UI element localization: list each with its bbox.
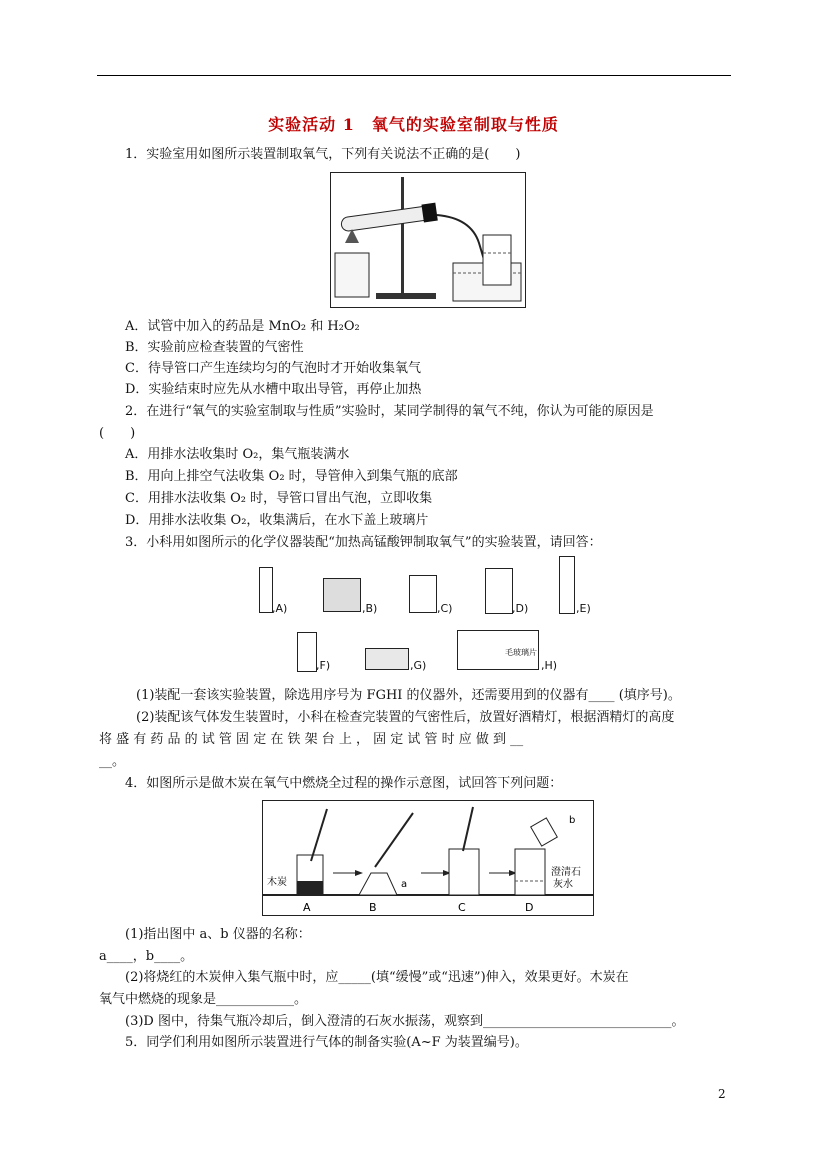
instrument-g-label: ,G) xyxy=(410,659,427,672)
charcoal-label: 木炭 xyxy=(267,877,287,888)
q3-sub2-line3: __。 xyxy=(99,754,126,769)
instrument-b-figure xyxy=(323,578,361,612)
page-title: 实验活动 1 氧气的实验室制取与性质 xyxy=(268,115,559,134)
q1-apparatus-figure xyxy=(330,172,526,308)
instrument-c-figure xyxy=(409,575,437,613)
q3-sub2-line2: 将 盛 有 药 品 的 试 管 固 定 在 铁 架 台 上 ， 固 定 试 管 时 应 做 到 __ xyxy=(99,732,524,747)
q2-option-a: A．用排水法收集时 O₂，集气瓶装满水 xyxy=(125,447,350,462)
instrument-d-figure xyxy=(485,568,513,614)
q4-sub1: (1)指出图中 a、b 仪器的名称： xyxy=(125,927,311,942)
q4-sub2-line1: (2)将烧红的木炭伸入集气瓶中时，应_____(填“缓慢”或“迅速”)伸入，效果更好。木炭在 xyxy=(125,970,629,985)
q2-option-b: B．用向上排空气法收集 O₂ 时，导管伸入到集气瓶的底部 xyxy=(125,469,458,484)
q1-option-a: A．试管中加入的药品是 MnO₂ 和 H₂O₂ xyxy=(125,319,360,334)
instrument-a-figure xyxy=(259,567,273,613)
step-b-label: B xyxy=(369,901,377,914)
instrument-a-mark: a xyxy=(401,879,408,890)
q1-stem: 1．实验室用如图所示装置制取氧气，下列有关说法不正确的是( ) xyxy=(125,147,521,162)
page-number: 2 xyxy=(718,1087,726,1101)
instrument-h-figure xyxy=(457,630,539,670)
q2-stem: 2．在进行“氧气的实验室制取与性质”实验时，某同学制得的氧气不纯，你认为可能的原因是 xyxy=(125,404,654,419)
q1-option-b: B．实验前应检查装置的气密性 xyxy=(125,340,304,355)
q5-stem: 5．同学们利用如图所示装置进行气体的制备实验(A~F 为装置编号)。 xyxy=(125,1035,528,1050)
q2-option-d: D．用排水法收集 O₂，收集满后，在水下盖上玻璃片 xyxy=(125,513,429,528)
instrument-f-label: ,F) xyxy=(316,659,331,672)
instrument-a-label: ,A) xyxy=(272,602,288,615)
header-rule xyxy=(97,75,731,76)
q3-stem: 3．小科用如图所示的化学仪器装配“加热高锰酸钾制取氧气”的实验装置，请回答： xyxy=(125,535,602,550)
instrument-h-label: ,H) xyxy=(541,659,558,672)
q2-stem-blank: ( ) xyxy=(99,426,136,441)
q1-option-d: D．实验结束时应先从水槽中取出导管，再停止加热 xyxy=(125,382,422,397)
q1-option-c: C．待导管口产生连续均匀的气泡时才开始收集氧气 xyxy=(125,361,421,376)
glass-sheet-label: 毛玻璃片 xyxy=(505,648,537,657)
step-d-label: D xyxy=(525,901,534,914)
q3-sub1: (1)装配一套该实验装置，除选用序号为 FGHI 的仪器外，还需要用到的仪器有____ (填序号)。 xyxy=(136,688,681,703)
limewater-label-2: 灰水 xyxy=(553,879,573,890)
instrument-c-label: ,C) xyxy=(437,602,453,615)
instrument-g-figure xyxy=(365,648,409,670)
instrument-e-figure xyxy=(559,556,575,614)
instrument-d-label: ,D) xyxy=(512,602,529,615)
instrument-b-label: ,B) xyxy=(362,602,378,615)
q3-sub2-line1: (2)装配该气体发生装置时，小科在检查完装置的气密性后，放置好酒精灯，根据酒精灯的高度 xyxy=(136,710,675,725)
q4-charcoal-figure xyxy=(262,800,594,916)
q4-sub3: (3)D 图中，待集气瓶冷却后，倒入澄清的石灰水振荡，观察到_____________________________。 xyxy=(125,1014,685,1029)
q4-stem: 4．如图所示是做木炭在氧气中燃烧全过程的操作示意图，试回答下列问题： xyxy=(125,776,563,791)
q2-option-c: C．用排水法收集 O₂ 时，导管口冒出气泡，立即收集 xyxy=(125,491,433,506)
instrument-e-label: ,E) xyxy=(576,602,591,615)
step-a-label: A xyxy=(303,901,311,914)
instrument-f-figure xyxy=(297,632,317,672)
q4-sub2-line2: 氧气中燃烧的现象是____________。 xyxy=(99,992,308,1007)
step-c-label: C xyxy=(458,901,466,914)
instrument-b-mark: b xyxy=(569,815,576,826)
limewater-label-1: 澄清石 xyxy=(551,867,581,878)
q4-sub1-answer: a____，b____。 xyxy=(99,949,194,964)
